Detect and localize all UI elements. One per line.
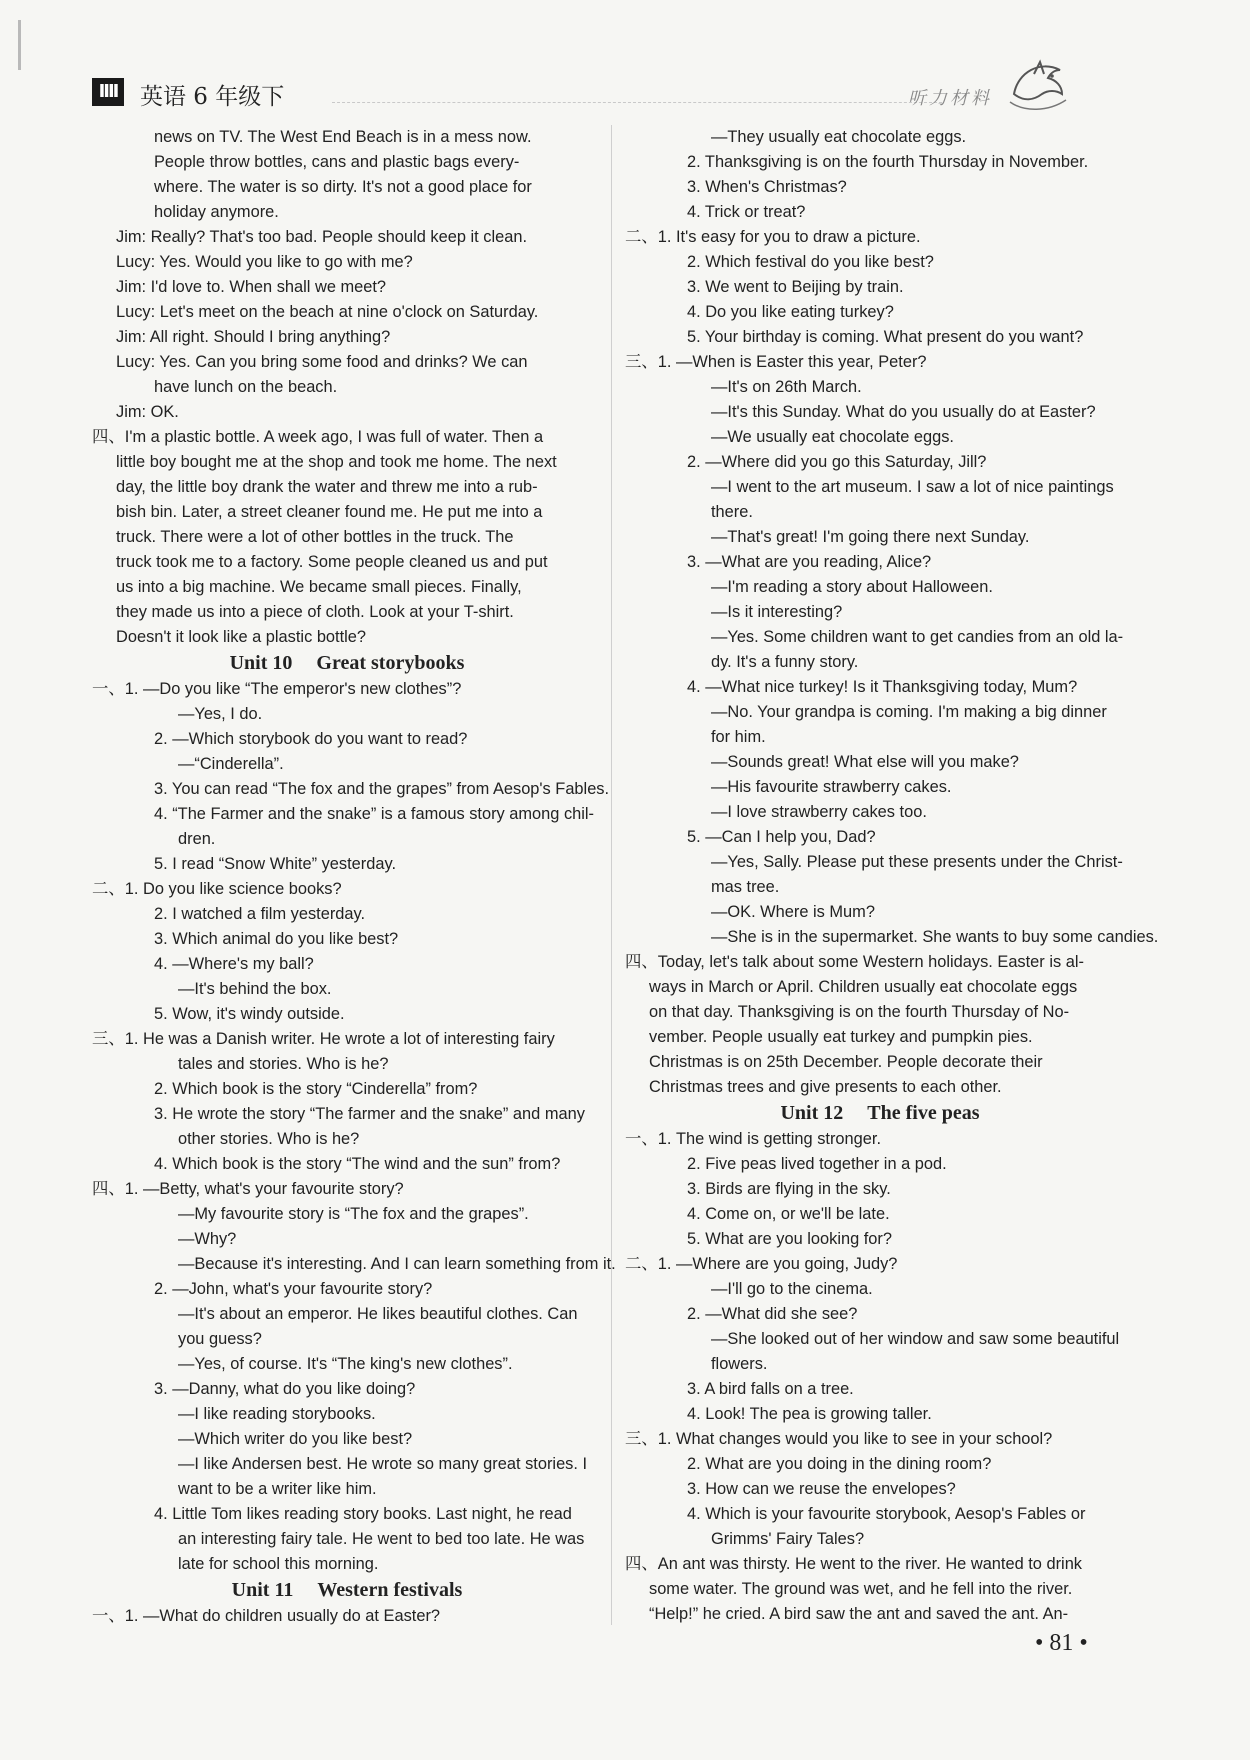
text-line: 3. How can we reuse the envelopes? (687, 1480, 956, 1498)
text-line: 4. —What nice turkey! Is it Thanksgiving today, Mum? (687, 678, 1078, 696)
text-line: —We usually eat chocolate eggs. (711, 428, 954, 446)
text-line: 3. We went to Beijing by train. (687, 278, 904, 296)
text-line: —Yes, I do. (178, 705, 263, 723)
text-line: Jim: Really? That's too bad. People should keep it clean. (116, 228, 528, 246)
text-line: 三、1. He was a Danish writer. He wrote a lot of interesting fairy (92, 1030, 555, 1048)
text-line: 2. Five peas lived together in a pod. (687, 1155, 947, 1173)
unit-heading (625, 1100, 1135, 1127)
text-line: bish bin. Later, a street cleaner found me. He put me into a (116, 503, 543, 521)
text-line: tales and stories. Who is he? (178, 1055, 389, 1073)
text-line: —I like reading storybooks. (178, 1405, 376, 1423)
text-line: dy. It's a funny story. (711, 653, 859, 671)
text-line: 一、1. The wind is getting stronger. (625, 1130, 881, 1148)
text-line: an interesting fairy tale. He went to bed too late. He was (178, 1530, 585, 1548)
text-line: 4. Which is your favourite storybook, Aesop's Fables or (687, 1505, 1086, 1523)
text-line: they made us into a piece of cloth. Look at your T-shirt. (116, 603, 514, 621)
text-line: truck took me to a factory. Some people cleaned us and put (116, 553, 548, 571)
text-line: 2. What are you doing in the dining room? (687, 1455, 992, 1473)
text-line: truck. There were a lot of other bottles in the truck. The (116, 528, 514, 546)
text-line: —I'm reading a story about Halloween. (711, 578, 993, 596)
text-line: 3. Which animal do you like best? (154, 930, 399, 948)
unit-label: Unit 12 (780, 1102, 844, 1124)
text-line: for him. (711, 728, 766, 746)
page-header (92, 72, 1092, 114)
text-line: 四、I'm a plastic bottle. A week ago, I was full of water. Then a (92, 428, 544, 446)
text-line: —Because it's interesting. And I can learn something from it. (178, 1255, 616, 1273)
header-divider (332, 102, 942, 103)
book-title: 英语 6 年级下 (140, 84, 285, 110)
text-line: 4. Come on, or we'll be late. (687, 1205, 890, 1223)
text-line: —I love strawberry cakes too. (711, 803, 927, 821)
text-line: —She looked out of her window and saw some beautiful (711, 1330, 1120, 1348)
text-line: 4. Look! The pea is growing taller. (687, 1405, 932, 1423)
text-line: 3. He wrote the story “The farmer and the snake” and many (154, 1105, 585, 1123)
text-line: vember. People usually eat turkey and pumpkin pies. (649, 1028, 1033, 1046)
text-line: 3. You can read “The fox and the grapes” from Aesop's Fables. (154, 780, 610, 798)
text-line: —It's this Sunday. What do you usually do at Easter? (711, 403, 1096, 421)
text-line: Lucy: Let's meet on the beach at nine o'clock on Saturday. (116, 303, 539, 321)
text-line: 5. —Can I help you, Dad? (687, 828, 876, 846)
text-line: 4. Little Tom likes reading story books. Last night, he read (154, 1505, 572, 1523)
text-line: —Sounds great! What else will you make? (711, 753, 1019, 771)
text-line: holiday anymore. (154, 203, 279, 221)
text-line: 2. Thanksgiving is on the fourth Thursday in November. (687, 153, 1089, 171)
text-line: little boy bought me at the shop and took me home. The next (116, 453, 557, 471)
text-line: —Yes, Sally. Please put these presents under the Christ- (711, 853, 1123, 871)
text-line: 5. What are you looking for? (687, 1230, 892, 1248)
text-line: 2. Which festival do you like best? (687, 253, 934, 271)
unit-title: Western festivals (317, 1579, 463, 1601)
text-line: —No. Your grandpa is coming. I'm making a big dinner (711, 703, 1107, 721)
text-line: want to be a writer like him. (178, 1480, 377, 1498)
text-line: 4. “The Farmer and the snake” is a famous story among chil- (154, 805, 594, 823)
text-line: —It's behind the box. (178, 980, 332, 998)
text-line: have lunch on the beach. (154, 378, 338, 396)
unit-label: Unit 10 (229, 652, 293, 674)
text-line: 2. Which book is the story “Cinderella” from? (154, 1080, 478, 1098)
text-line: 三、1. —When is Easter this year, Peter? (625, 353, 927, 371)
right-column (625, 125, 1159, 1627)
text-line: day, the little boy drank the water and threw me into a rub- (116, 478, 538, 496)
text-line: some water. The ground was wet, and he fell into the river. (649, 1580, 1073, 1598)
text-line: —I like Andersen best. He wrote so many great stories. I (178, 1455, 588, 1473)
text-line: other stories. Who is he? (178, 1130, 360, 1148)
text-line: People throw bottles, cans and plastic bags every- (154, 153, 520, 171)
text-line: late for school this morning. (178, 1555, 379, 1573)
text-line: 3. Birds are flying in the sky. (687, 1180, 891, 1198)
text-line: 3. —What are you reading, Alice? (687, 553, 932, 571)
text-line: Lucy: Yes. Can you bring some food and drinks? We can (116, 353, 528, 371)
text-line: “Help!” he cried. A bird saw the ant and saved the ant. An- (649, 1605, 1069, 1623)
text-line: there. (711, 503, 753, 521)
text-line: —I went to the art museum. I saw a lot of nice paintings (711, 478, 1114, 496)
text-line: mas tree. (711, 878, 780, 896)
text-line: Jim: I'd love to. When shall we meet? (116, 278, 387, 296)
left-column (92, 125, 616, 1629)
text-line: 2. —Which storybook do you want to read? (154, 730, 468, 748)
unit-title: The five peas (867, 1102, 980, 1124)
text-line: 4. Which book is the story “The wind and the sun” from? (154, 1155, 561, 1173)
text-line: —I'll go to the cinema. (711, 1280, 873, 1298)
text-line: Christmas is on 25th December. People decorate their (649, 1053, 1043, 1071)
text-line: 5. Wow, it's windy outside. (154, 1005, 345, 1023)
text-line: —My favourite story is “The fox and the grapes”. (178, 1205, 529, 1223)
text-line: 5. Your birthday is coming. What present do you want? (687, 328, 1084, 346)
text-line: —She is in the supermarket. She wants to buy some candies. (711, 928, 1159, 946)
text-line: —It's on 26th March. (711, 378, 862, 396)
text-line: 2. —Where did you go this Saturday, Jill? (687, 453, 987, 471)
text-line: 3. When's Christmas? (687, 178, 847, 196)
text-line: 三、1. What changes would you like to see in your school? (625, 1430, 1053, 1448)
text-line: —Which writer do you like best? (178, 1430, 413, 1448)
text-line: —His favourite strawberry cakes. (711, 778, 952, 796)
page-number: • 81 • (1035, 1630, 1088, 1656)
text-line: 四、Today, let's talk about some Western holidays. Easter is al- (625, 953, 1084, 971)
text-line: —That's great! I'm going there next Sunday. (711, 528, 1030, 546)
text-line: 一、1. —Do you like “The emperor's new clothes”? (92, 680, 462, 698)
text-line: 2. I watched a film yesterday. (154, 905, 366, 923)
text-line: Doesn't it look like a plastic bottle? (116, 628, 367, 646)
column-divider (611, 125, 612, 1625)
text-line: 4. Do you like eating turkey? (687, 303, 894, 321)
text-line: where. The water is so dirty. It's not a good place for (154, 178, 532, 196)
text-line: Lucy: Yes. Would you like to go with me? (116, 253, 413, 271)
text-line: 2. —John, what's your favourite story? (154, 1280, 433, 1298)
text-line: 二、1. It's easy for you to draw a picture. (625, 228, 921, 246)
text-line: 4. —Where's my ball? (154, 955, 314, 973)
text-line: you guess? (178, 1330, 262, 1348)
unit-label: Unit 11 (231, 1579, 294, 1601)
text-line: —Yes. Some children want to get candies from an old la- (711, 628, 1124, 646)
text-line: Jim: All right. Should I bring anything? (116, 328, 391, 346)
text-line: 二、1. Do you like science books? (92, 880, 342, 898)
dolphin-icon (1004, 54, 1074, 116)
text-line: flowers. (711, 1355, 768, 1373)
scan-edge-mark (18, 20, 21, 70)
text-line: 3. A bird falls on a tree. (687, 1380, 854, 1398)
unit-title: Great storybooks (316, 652, 465, 674)
text-line: us into a big machine. We became small pieces. Finally, (116, 578, 522, 596)
text-line: 4. Trick or treat? (687, 203, 806, 221)
text-line: 二、1. —Where are you going, Judy? (625, 1255, 898, 1273)
text-line: Jim: OK. (116, 403, 179, 421)
text-line: on that day. Thanksgiving is on the fourth Thursday of No- (649, 1003, 1070, 1021)
text-line: ways in March or April. Children usually eat chocolate eggs (649, 978, 1078, 996)
unit-heading (92, 650, 602, 677)
text-line: 5. I read “Snow White” yesterday. (154, 855, 397, 873)
text-line: 四、An ant was thirsty. He went to the river. He wanted to drink (625, 1555, 1083, 1573)
text-line: 一、1. —What do children usually do at Easter? (92, 1607, 441, 1625)
unit-heading (92, 1577, 602, 1604)
text-line: Grimms' Fairy Tales? (711, 1530, 865, 1548)
text-line: dren. (178, 830, 216, 848)
text-line: 四、1. —Betty, what's your favourite story? (92, 1180, 404, 1198)
text-line: —Why? (178, 1230, 237, 1248)
text-line: —OK. Where is Mum? (711, 903, 875, 921)
text-line: —It's about an emperor. He likes beautiful clothes. Can (178, 1305, 578, 1323)
section-label: 听力材料 (908, 88, 992, 108)
text-line: —Is it interesting? (711, 603, 843, 621)
text-line: 3. —Danny, what do you like doing? (154, 1380, 416, 1398)
text-line: —“Cinderella”. (178, 755, 284, 773)
text-line: news on TV. The West End Beach is in a mess now. (154, 128, 532, 146)
book-logo: IIII (92, 78, 124, 106)
text-line: 2. —What did she see? (687, 1305, 858, 1323)
text-line: Christmas trees and give presents to each other. (649, 1078, 1002, 1096)
text-line: —They usually eat chocolate eggs. (711, 128, 967, 146)
text-line: —Yes, of course. It's “The king's new clothes”. (178, 1355, 513, 1373)
